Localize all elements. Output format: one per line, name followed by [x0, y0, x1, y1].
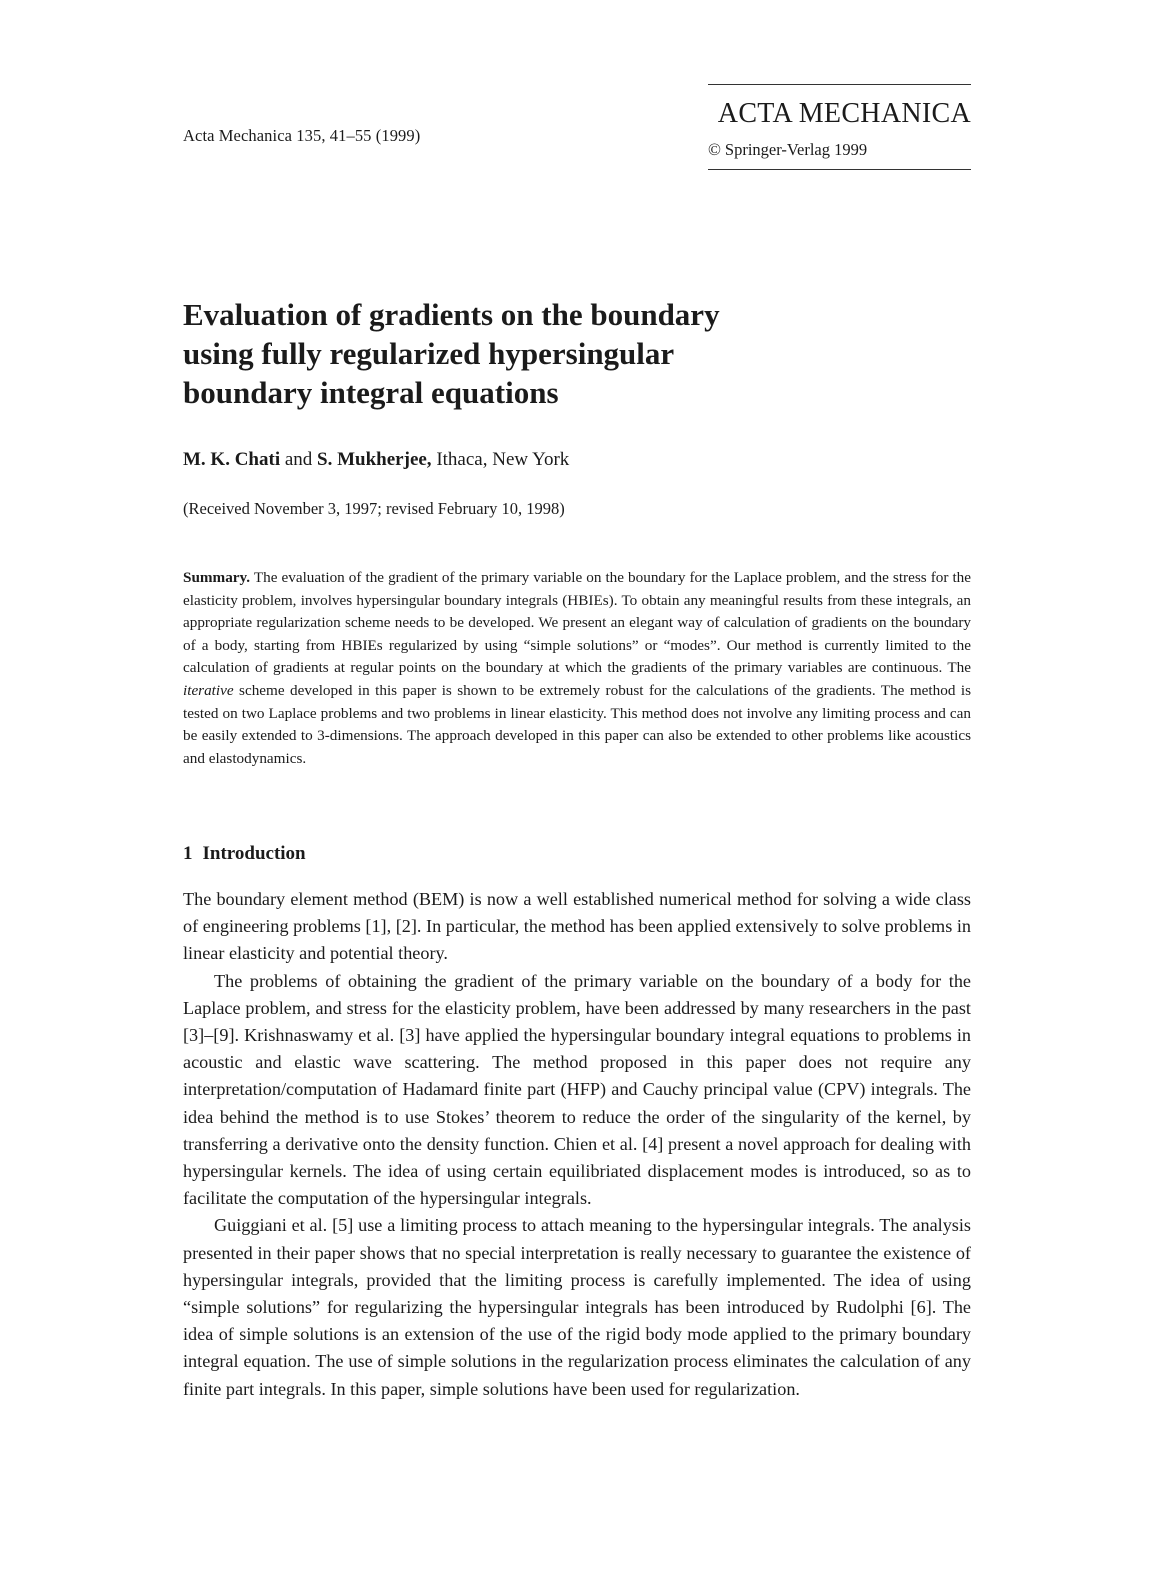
- body-paragraph: Guiggiani et al. [5] use a limiting process to attach meaning to the hypersingular integrals. The analysis presented in their paper shows that no special interpretation is really necessary to guarantee the existence of hypersingular integrals, provided that the limiting process is carefully implemented. The idea of using “simple solutions” for regularizing the hypersingular integrals has been introduced by Rudolphi [6]. The idea of simple solutions is an extension of the use of the rigid body mode applied to the primary boundary integral equation. The use of simple solutions in the regularization process eliminates the calculation of any finite part integrals. In this paper, simple solutions have been used for regularization.: [183, 1215, 971, 1399]
- body-paragraph: The problems of obtaining the gradient of the primary variable on the boundary of a body for the Laplace problem, and stress for the elasticity problem, have been addressed by many researchers in the past [3]–[9]. Krishnaswamy et al. [3] have applied the hypersingular boundary integral equations to problems in acoustic and elastic wave scattering. The method proposed in this paper does not require any interpretation/computation of Hadamard finite part (HFP) and Cauchy principal value (CPV) integrals. The idea behind the method is to use Stokes’ theorem to reduce the order of the singularity of the kernel, by transferring a derivative onto the density function. Chien et al. [4] present a novel approach for dealing with hypersingular kernels. The idea of using certain equilibriated displacement modes is introduced, so as to facilitate the computation of the hypersingular integrals.: [183, 970, 971, 1209]
- title-line-2: using fully regularized hypersingular: [183, 336, 675, 371]
- summary-paragraph: [183, 567, 971, 770]
- journal-masthead: [708, 84, 971, 170]
- summary-text-2: scheme developed in this paper is shown to be extremely robust for the calculations of the gradients. The method is tested on two Laplace problems and two problems in linear elasticity. This method does not involve any limiting process and can be easily extended to 3-dimensions. The approach developed in this paper can also be extended to other problems like acoustics and elastodynamics.: [183, 681, 971, 767]
- section-title: Introduction: [202, 843, 306, 864]
- title-line-3: boundary integral equations: [183, 375, 559, 410]
- received-dates: (Received November 3, 1997; revised February 10, 1998): [183, 499, 565, 518]
- summary-label: Summary.: [183, 569, 251, 586]
- author-line: [183, 449, 569, 471]
- summary-emphasis: iterative: [183, 681, 234, 699]
- author-location: Ithaca, New York: [431, 449, 570, 470]
- author-2: S. Mukherjee,: [317, 449, 432, 470]
- copyright-line: [708, 140, 867, 160]
- journal-citation: Acta Mechanica 135, 41–55 (1999): [183, 126, 421, 145]
- journal-name: ACTA MECHANICA: [717, 98, 971, 129]
- publisher-name: Springer-Verlag 1999: [724, 140, 868, 159]
- paper-title: [183, 295, 883, 412]
- author-1: M. K. Chati: [183, 449, 281, 470]
- title-line-1: Evaluation of gradients on the boundary: [183, 297, 720, 332]
- body-paragraph: The boundary element method (BEM) is now a well established numerical method for solving a wide class of engineering problems [1], [2]. In particular, the method has been applied extensively to solve problems in linear elasticity and potential theory.: [183, 889, 971, 964]
- section-number: 1: [183, 843, 193, 864]
- introduction-body: [183, 886, 971, 1403]
- author-conjunction: and: [280, 449, 318, 470]
- summary-text-1: The evaluation of the gradient of the primary variable on the boundary for the Laplace problem, and the stress for the elasticity problem, involves hypersingular boundary integrals (HBIEs). To obtain any meaningful results from these integrals, an appropriate regularization scheme needs to be developed. We present an elegant way of calculation of gradients on the boundary of a body, starting from HBIEs regularized by using “simple solutions” or “modes”. Our method is currently limited to the calculation of gradients at regular points on the boundary at which the gradients of the primary variables are continuous. The: [183, 569, 971, 677]
- section-heading-introduction: [183, 843, 306, 865]
- copyright-icon: ©: [708, 140, 721, 159]
